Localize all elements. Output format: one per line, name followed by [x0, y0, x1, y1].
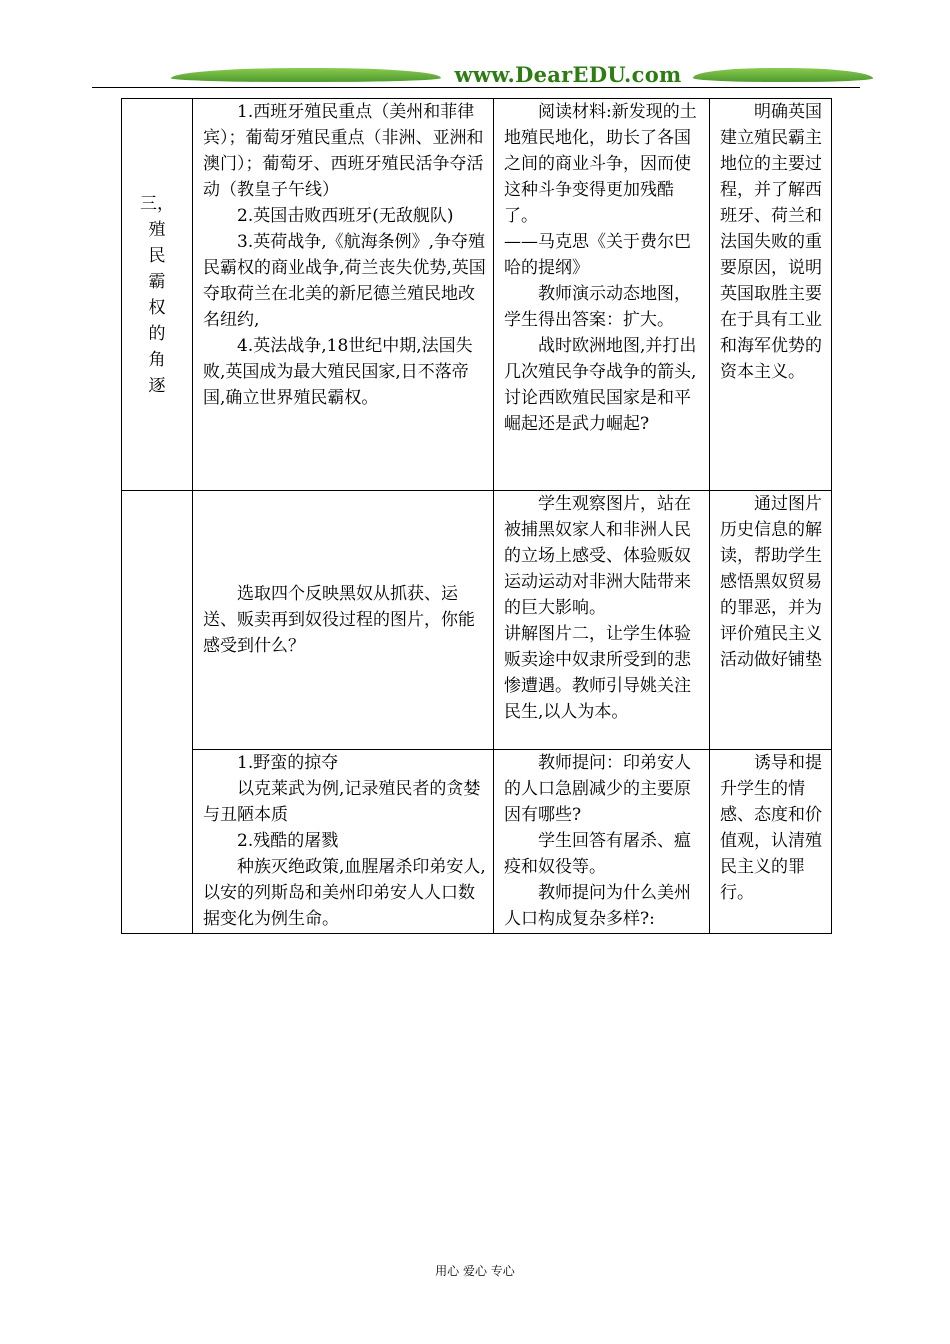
section-title-char: 殖 — [148, 219, 166, 240]
page-footer: 用心 爱心 专心 — [435, 1264, 515, 1278]
content-paragraph: 2.残酷的屠戮 — [237, 831, 339, 851]
section-title-char: 角 — [148, 349, 166, 370]
activity-paragraph: 教师提问：印弟安人的人口急剧减少的主要原因有哪些? — [504, 753, 691, 825]
content-cell — [193, 491, 494, 750]
section-title-char: 逐 — [148, 375, 166, 396]
activity-paragraph: 阅读材料:新发现的土地殖民地化，助长了各国之间的商业斗争，因而使这种斗争变得更加残酷了。 — [504, 102, 697, 226]
header-swoosh-left — [169, 68, 444, 82]
content-paragraph: 以克莱武为例,记录殖民者的贪婪与丑陋本质 — [203, 779, 481, 825]
purpose-paragraph: 通过图片历史信息的解读，帮助学生感悟黑奴贸易的罪恶，并为评价殖民主义活动做好铺垫 — [720, 494, 822, 670]
section-title-char: 霸 — [148, 271, 166, 292]
page-header — [92, 60, 860, 92]
section-title-cell — [122, 99, 193, 491]
activity-paragraph: 教师提问为什么美州人口构成复杂多样?: — [504, 883, 691, 929]
activity-cell — [494, 99, 710, 491]
lesson-plan-table — [121, 98, 832, 934]
purpose-cell — [710, 750, 832, 934]
activity-paragraph: 教师演示动态地图，学生得出答案：扩大。 — [504, 284, 691, 330]
table-row — [122, 750, 832, 934]
purpose-cell — [710, 491, 832, 750]
purpose-paragraph: 诱导和提升学生的情感、态度和价值观，认清殖民主义的罪行。 — [720, 753, 822, 903]
activity-quote-source: ——马克思《关于费尔巴哈的提纲》 — [504, 232, 691, 278]
content-paragraph: 1.野蛮的掠夺 — [237, 753, 339, 773]
activity-paragraph: 学生观察图片，站在被捕黑奴家人和非洲人民的立场上感受、体验贩奴运动运动对非洲大陆带来的巨大影响。 — [504, 494, 691, 618]
header-swoosh-right — [689, 68, 874, 82]
section-title-char: 的 — [148, 323, 166, 344]
table-row — [122, 99, 832, 491]
header-rule — [92, 87, 860, 88]
table-row — [122, 491, 832, 750]
activity-cell — [494, 750, 710, 934]
site-logo: www.DearEDU.com — [450, 62, 686, 87]
content-paragraph: 种族灭绝政策,血腥屠杀印弟安人,以安的列斯岛和美州印弟安人人口数据变化为例生命。 — [203, 857, 486, 929]
content-paragraph: 1.西班牙殖民重点（美州和菲律宾）；葡萄牙殖民重点（非洲、亚洲和澳门）；葡萄牙、西班牙殖民活争夺活动（教皇子午线） — [203, 102, 484, 200]
content-cell — [193, 750, 494, 934]
activity-paragraph: 战时欧洲地图,并打出几次殖民争夺战争的箭头,讨论西欧殖民国家是和平崛起还是武力崛起? — [504, 336, 697, 434]
purpose-cell — [710, 99, 832, 491]
section-title-char: 权 — [148, 297, 166, 318]
activity-cell — [494, 491, 710, 750]
content-paragraph: 3.英荷战争,《航海条例》,争夺殖民霸权的商业战争,荷兰丧失优势,英国夺取荷兰在北美的新尼德兰殖民地改名纽约, — [203, 232, 486, 330]
content-cell — [193, 99, 494, 491]
activity-paragraph: 讲解图片二，让学生体验贩卖途中奴隶所受到的悲惨遭遇。教师引导姚关注民生,以人为本。 — [504, 624, 691, 722]
section-title-char: 民 — [148, 245, 166, 266]
section-title-cell-empty — [122, 491, 193, 934]
section-title-char: 三， — [140, 193, 174, 214]
content-paragraph: 4.英法战争,18世纪中期,法国失败,英国成为最大殖民国家,日不落帝国,确立世界殖民霸权。 — [203, 336, 473, 408]
purpose-paragraph: 明确英国建立殖民霸主地位的主要过程，并了解西班牙、荷兰和法国失败的重要原因，说明英国取胜主要在于具有工业和海军优势的资本主义。 — [720, 102, 822, 382]
content-paragraph: 选取四个反映黑奴从抓获、运送、贩卖再到奴役过程的图片，你能感受到什么？ — [203, 584, 475, 656]
activity-paragraph: 学生回答有屠杀、瘟疫和奴役等。 — [504, 831, 691, 877]
content-paragraph: 2.英国击败西班牙(无敌舰队) — [237, 206, 454, 226]
